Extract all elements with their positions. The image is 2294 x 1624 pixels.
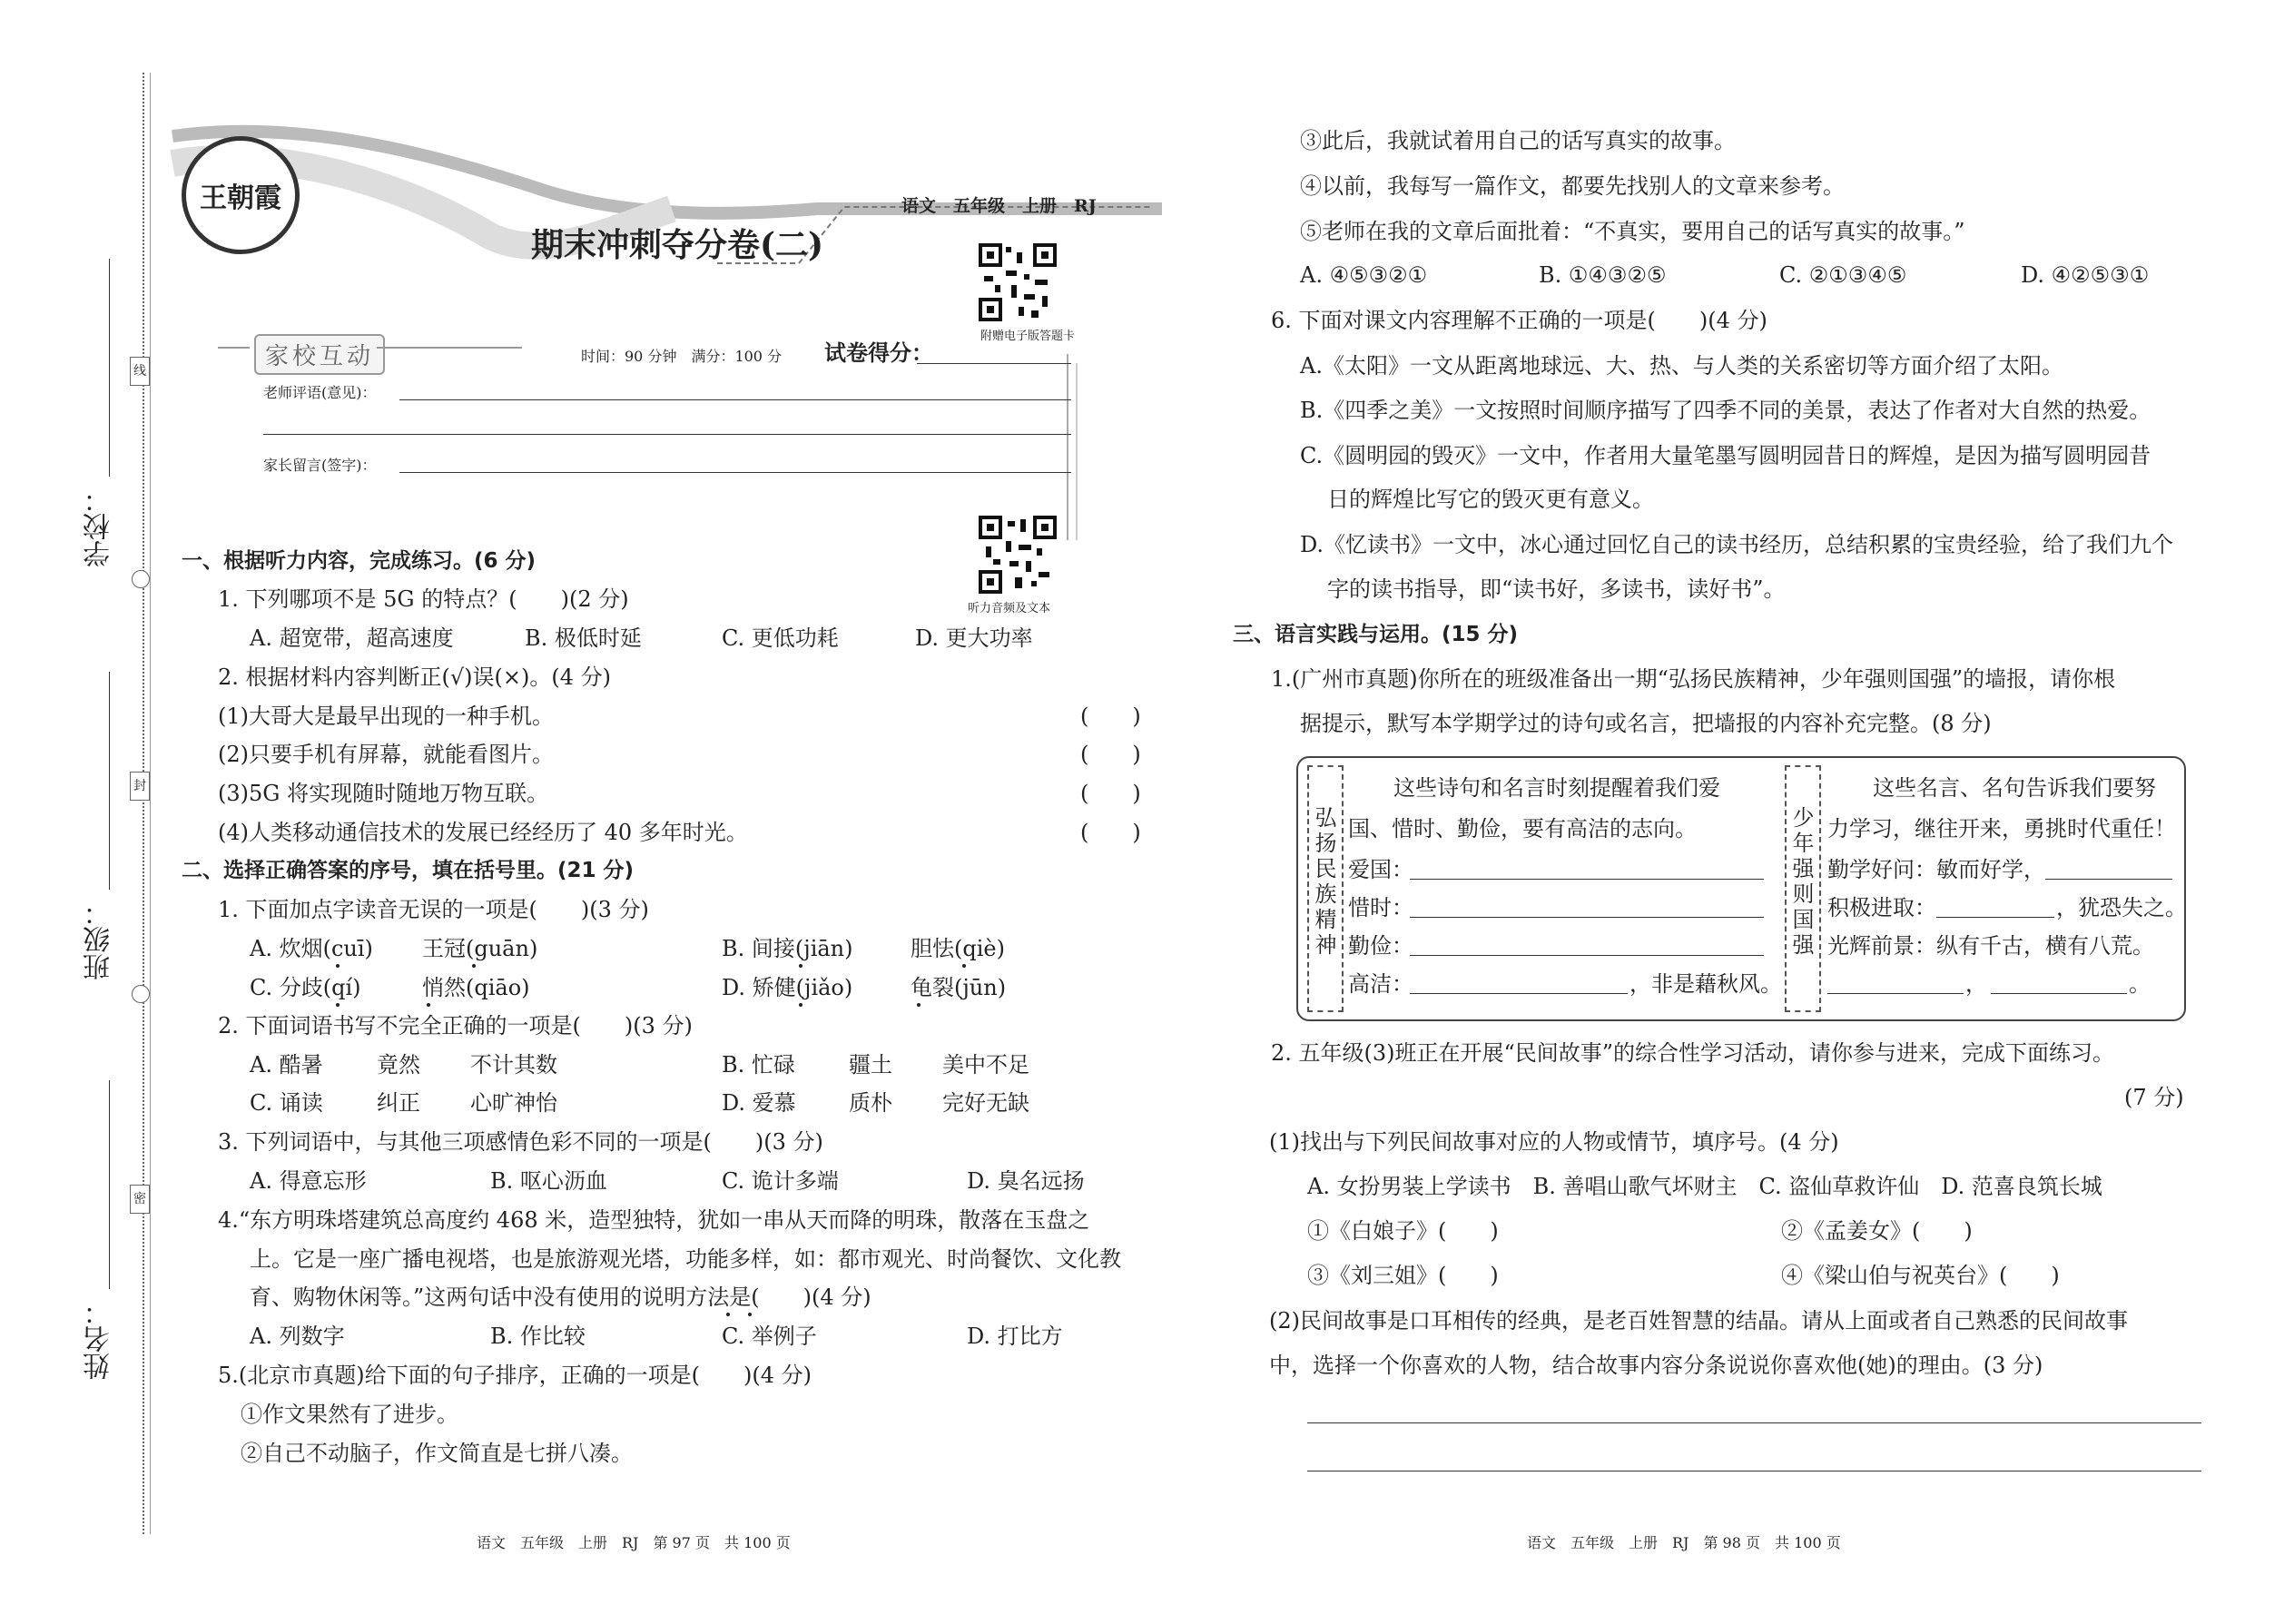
qr-code-answer-sheet[interactable] xyxy=(979,243,1057,321)
c2-option-d[interactable]: D. 爱慕 xyxy=(722,1090,796,1116)
q2-answer-4[interactable]: ( ) xyxy=(1080,820,1141,845)
emphasis-dot xyxy=(799,964,802,968)
emphasis-dot xyxy=(799,1003,802,1007)
q2-answer-2[interactable]: ( ) xyxy=(1080,742,1141,767)
poster-right-field-4[interactable] xyxy=(1991,993,2127,994)
c1-option-a2: 王冠(guān) xyxy=(422,936,538,961)
poster-right-field-1[interactable] xyxy=(2045,879,2172,880)
q2-answer-3[interactable]: ( ) xyxy=(1080,781,1141,806)
c2-option-d2: 质朴 xyxy=(849,1090,892,1116)
poster-right-intro-2: 力学习，继往开来，勇挑时代重任！ xyxy=(1827,816,2176,842)
parent-comment-field[interactable] xyxy=(399,472,1071,473)
c3-option-d[interactable]: D. 臭名远扬 xyxy=(967,1168,1085,1194)
c1-option-d1[interactable]: D. 矫健(jiǎo) xyxy=(722,975,853,1000)
c6-option-d-line-2: 字的读书指导，即“读书好，多读书，读好书”。 xyxy=(1327,576,1786,602)
poster-left-item-3: 勤俭： xyxy=(1348,933,1413,959)
poster-right-field-2[interactable] xyxy=(1936,917,2054,918)
q1-option-d[interactable]: D. 更大功率 xyxy=(915,625,1033,651)
c5-sentence-1: ①作文果然有了进步。 xyxy=(241,1402,458,1427)
p2-sub1: (1)找出与下列民间故事对应的人物或情节，填序号。(4 分) xyxy=(1269,1129,1839,1155)
poster-left-end: ，非是藉秋风。 xyxy=(1629,971,1782,997)
qr-code-audio[interactable] xyxy=(979,516,1057,594)
score-field[interactable] xyxy=(917,363,1071,364)
section-1-heading: 一、根据听力内容，完成练习。(6 分) xyxy=(182,549,537,573)
p2-answer-line-1[interactable] xyxy=(1307,1422,2201,1423)
c2-option-b3: 美中不足 xyxy=(942,1052,1029,1078)
q1-text: 1. 下列哪项不是 5G 的特点？( )(2 分) xyxy=(218,586,629,612)
c6-option-b[interactable]: B.《四季之美》一文按照时间顺序描写了四季不同的美景，表达了作者对大自然的热爱。 xyxy=(1300,398,2151,423)
c1-option-b2: 胆怯(qiè) xyxy=(911,936,1005,961)
q2-item-3: (3)5G 将实现随时随地万物互联。 xyxy=(218,781,549,806)
emphasis-dot xyxy=(917,1003,921,1007)
footer-right: 语文 五年级 上册 RJ 第 98 页 共 100 页 xyxy=(1527,1534,1841,1551)
c5-sentence-4: ④以前，我每写一篇作文，都要先找别人的文章来参考。 xyxy=(1300,173,1845,199)
emphasis-dot xyxy=(748,1313,752,1316)
q2-item-2: (2)只要手机有屏幕，就能看图片。 xyxy=(218,742,554,767)
c2-option-a2: 竟然 xyxy=(377,1052,420,1078)
poster-right-line-2b: ，犹恐失之。 xyxy=(2056,895,2187,920)
c3-option-b[interactable]: B. 呕心沥血 xyxy=(490,1168,607,1194)
c6-option-c-line-1[interactable]: C.《圆明园的毁灭》一文中，作者用大量笔墨写圆明园昔日的辉煌，是因为描写圆明园昔 xyxy=(1300,443,2151,468)
poster-left-item-2: 惜时： xyxy=(1348,895,1413,920)
binding-tag-2: 封 xyxy=(130,772,150,801)
c5-option-d[interactable]: D. ④②⑤③① xyxy=(2021,262,2150,288)
poster-right-line-2a: 积极进取： xyxy=(1827,895,1936,920)
c2-text: 2. 下面词语书写不完全正确的一项是( )(3 分) xyxy=(218,1013,693,1038)
poster-left-item-4: 高洁： xyxy=(1348,971,1413,997)
p2-score: (7 分) xyxy=(2124,1085,2184,1110)
poster-left-intro-1: 这些诗句和名言时刻提醒着我们爱 xyxy=(1393,775,1720,801)
section-2-heading: 二、选择正确答案的序号，填在括号里。(21 分) xyxy=(182,859,635,882)
teacher-comment-label: 老师评语(意见)： xyxy=(263,384,377,401)
qr1-caption: 附赠电子版答题卡 xyxy=(980,330,1076,343)
poster-right-comma: ， xyxy=(1965,971,1987,997)
c1-text: 1. 下面加点字读音无误的一项是( )(3 分) xyxy=(218,897,649,922)
c3-text: 3. 下列词语中，与其他三项感情色彩不同的一项是( )(3 分) xyxy=(218,1129,823,1155)
c4-option-b[interactable]: B. 作比较 xyxy=(490,1324,586,1349)
time-info: 时间：90 分钟 满分：100 分 xyxy=(581,348,783,365)
emphasis-dot xyxy=(336,964,340,968)
c2-option-c3: 心旷神怡 xyxy=(470,1090,557,1116)
p2-text-line-1: 2. 五年级(3)班正在开展“民间故事”的综合性学习活动，请你参与进来，完成下面练习。 xyxy=(1271,1040,2115,1066)
c6-option-a[interactable]: A.《太阳》一文从距离地球远、大、热、与人类的关系密切等方面介绍了太阳。 xyxy=(1300,353,2063,379)
poster-left-field-1[interactable] xyxy=(1410,879,1764,880)
name-field[interactable] xyxy=(109,1080,110,1289)
school-label: 学校： xyxy=(84,486,115,567)
c6-option-d-line-1[interactable]: D.《忆读书》一文中，冰心通过回忆自己的读书经历，总结积累的宝贵经验，给了我们九个 xyxy=(1300,532,2174,557)
c1-option-d2: 龟裂(jūn) xyxy=(911,975,1007,1000)
binding-hole-2 xyxy=(132,985,150,1003)
emphasis-dot xyxy=(962,964,966,968)
name-label: 姓名： xyxy=(84,1298,115,1380)
jiaxiao-title: 家校互动 xyxy=(254,334,385,375)
binding-tag-1: 线 xyxy=(130,357,150,386)
poster-left-title: 弘扬民族精神 xyxy=(1311,806,1336,959)
logo xyxy=(182,136,300,254)
class-label: 班级： xyxy=(84,899,115,980)
poster-right-period: 。 xyxy=(2129,971,2151,997)
p2-sub2-line-2: 中，选择一个你喜欢的人物，结合故事内容分条说说你喜欢他(她)的理由。(3 分) xyxy=(1269,1353,2043,1378)
c2-option-b2: 疆土 xyxy=(849,1052,892,1078)
p1-text-line-2: 据提示，默写本学期学过的诗句或名言，把墙报的内容补充完整。(8 分) xyxy=(1300,711,1992,736)
c5-sentence-2: ②自己不动脑子，作文简直是七拼八凑。 xyxy=(241,1441,633,1466)
poster-left-field-3[interactable] xyxy=(1410,955,1764,956)
emphasis-dot xyxy=(427,1003,430,1007)
page-title: 期末冲刺夺分卷(二) xyxy=(531,226,824,264)
poster-left-field-4[interactable] xyxy=(1410,993,1628,994)
poster-left-field-2[interactable] xyxy=(1410,917,1764,918)
emphasis-dot xyxy=(472,964,476,968)
binding-tag-3: 密 xyxy=(130,1185,150,1214)
footer-left: 语文 五年级 上册 RJ 第 97 页 共 100 页 xyxy=(477,1534,791,1551)
poster-right-line-1: 勤学好问：敏而好学， xyxy=(1827,857,2045,882)
c2-option-a[interactable]: A. 酷暑 xyxy=(250,1052,323,1078)
logo-text: 王朝霞 xyxy=(200,182,281,214)
c4-text-line-1: 4.“东方明珠塔建筑总高度约 468 米，造型独特，犹如一串从天而降的明珠，散落在玉盘之 xyxy=(218,1207,1090,1233)
p2-item-4[interactable]: ④《梁山伯与祝英台》( ) xyxy=(1781,1263,2060,1288)
c5-sentence-3: ③此后，我就试着用自己的话写真实的故事。 xyxy=(1300,128,1736,153)
poster-right-field-3[interactable] xyxy=(1827,993,1964,994)
c2-option-c2: 纠正 xyxy=(377,1090,420,1116)
score-label: 试卷得分： xyxy=(824,340,933,366)
school-field[interactable] xyxy=(109,259,110,477)
c4-option-a[interactable]: A. 列数字 xyxy=(250,1324,345,1349)
c4-option-d[interactable]: D. 打比方 xyxy=(967,1324,1063,1349)
p2-item-1[interactable]: ①《白娘子》( ) xyxy=(1307,1218,1499,1244)
c4-text-line-3: 育、购物休闲等。”这两句话中没有使用的说明方法是( )(4 分) xyxy=(250,1284,871,1310)
qr-icon xyxy=(979,243,1057,321)
q2-answer-1[interactable]: ( ) xyxy=(1080,704,1141,729)
q2-text: 2. 根据材料内容判断正(√)误(×)。(4 分) xyxy=(218,664,612,690)
parent-comment-label: 家长留言(签字)： xyxy=(263,457,377,474)
p2-item-2[interactable]: ②《孟姜女》( ) xyxy=(1781,1218,1973,1244)
teacher-comment-field-2[interactable] xyxy=(263,434,1071,435)
c2-option-d3: 完好无缺 xyxy=(942,1090,1029,1116)
c3-option-c[interactable]: C. 诡计多端 xyxy=(722,1168,839,1194)
c5-option-c[interactable]: C. ②①③④⑤ xyxy=(1779,262,1907,288)
q2-item-4: (4)人类移动通信技术的发展已经经历了 40 多年时光。 xyxy=(218,820,748,845)
poster-right-line-3: 光辉前景：纵有千古，横有八荒。 xyxy=(1827,933,2154,959)
qr2-caption: 听力音频及文本 xyxy=(968,602,1051,615)
c2-option-c[interactable]: C. 诵读 xyxy=(250,1090,323,1116)
emphasis-dot xyxy=(336,1003,340,1007)
binding-hole-1 xyxy=(132,570,150,588)
c1-option-a1[interactable]: A. 炊烟(cuī) xyxy=(250,936,373,961)
c1-option-c2: 悄然(qiāo) xyxy=(422,975,530,1000)
c4-option-c[interactable]: C. 举例子 xyxy=(722,1324,817,1349)
c1-option-b1[interactable]: B. 间接(jiān) xyxy=(722,936,853,961)
subject-tag: 语文 五年级 上册 RJ xyxy=(901,196,1097,216)
c4-text-line-2: 上。它是一座广播电视塔，也是旅游观光塔，功能多样，如：都市观光、时尚餐饮、文化教 xyxy=(250,1246,1121,1272)
p2-sub2-line-1: (2)民间故事是口耳相传的经典，是老百姓智慧的结晶。请从上面或者自己熟悉的民间故事 xyxy=(1269,1308,2128,1334)
p2-options: A. 女扮男装上学读书 B. 善唱山歌气坏财主 C. 盗仙草救许仙 D. 范喜良筑长城 xyxy=(1307,1174,2102,1199)
q1-option-a[interactable]: A. 超宽带，超高速度 xyxy=(250,625,454,651)
c6-text: 6. 下面对课文内容理解不正确的一项是( )(4 分) xyxy=(1271,308,1767,333)
c5-text: 5.(北京市真题)给下面的句子排序，正确的一项是( )(4 分) xyxy=(218,1363,812,1388)
q1-option-c[interactable]: C. 更低功耗 xyxy=(722,625,839,651)
c5-option-a[interactable]: A. ④⑤③②① xyxy=(1300,262,1428,288)
q1-option-b[interactable]: B. 极低时延 xyxy=(525,625,642,651)
poster-right-intro-1: 这些名言、名句告诉我们要努 xyxy=(1873,775,2156,801)
c2-option-b[interactable]: B. 忙碌 xyxy=(722,1052,795,1078)
emphasis-dot xyxy=(726,1313,730,1316)
c2-option-a3: 不计其数 xyxy=(470,1052,557,1078)
c6-option-c-line-2: 日的辉煌比写它的毁灭更有意义。 xyxy=(1327,487,1654,512)
poster-right-title: 少年强则国强 xyxy=(1788,806,1814,959)
q2-item-1: (1)大哥大是最早出现的一种手机。 xyxy=(218,704,554,729)
c5-option-b[interactable]: B. ①④③②⑤ xyxy=(1539,262,1667,288)
qr-icon xyxy=(979,516,1057,594)
section-3-heading: 三、语言实践与运用。(15 分) xyxy=(1233,623,1519,646)
binding-line xyxy=(143,73,144,1534)
p2-item-3[interactable]: ③《刘三姐》( ) xyxy=(1307,1263,1499,1288)
binding-line-inner xyxy=(150,73,151,1534)
c3-option-a[interactable]: A. 得意忘形 xyxy=(250,1168,367,1194)
c5-sentence-5: ⑤老师在我的文章后面批着：“不真实，要用自己的话写真实的故事。” xyxy=(1300,219,1965,244)
class-field[interactable] xyxy=(109,672,110,890)
p1-text-line-1: 1.(广州市真题)你所在的班级准备出一期“弘扬民族精神，少年强则国强”的墙报，请你根 xyxy=(1271,666,2116,692)
teacher-comment-field[interactable] xyxy=(399,399,1071,400)
poster-left-item-1: 爱国： xyxy=(1348,857,1413,882)
c1-option-c1[interactable]: C. 分歧(qí) xyxy=(250,975,361,1000)
poster-left-intro-2: 国、惜时、勤俭，要有高洁的志向。 xyxy=(1348,816,1697,842)
